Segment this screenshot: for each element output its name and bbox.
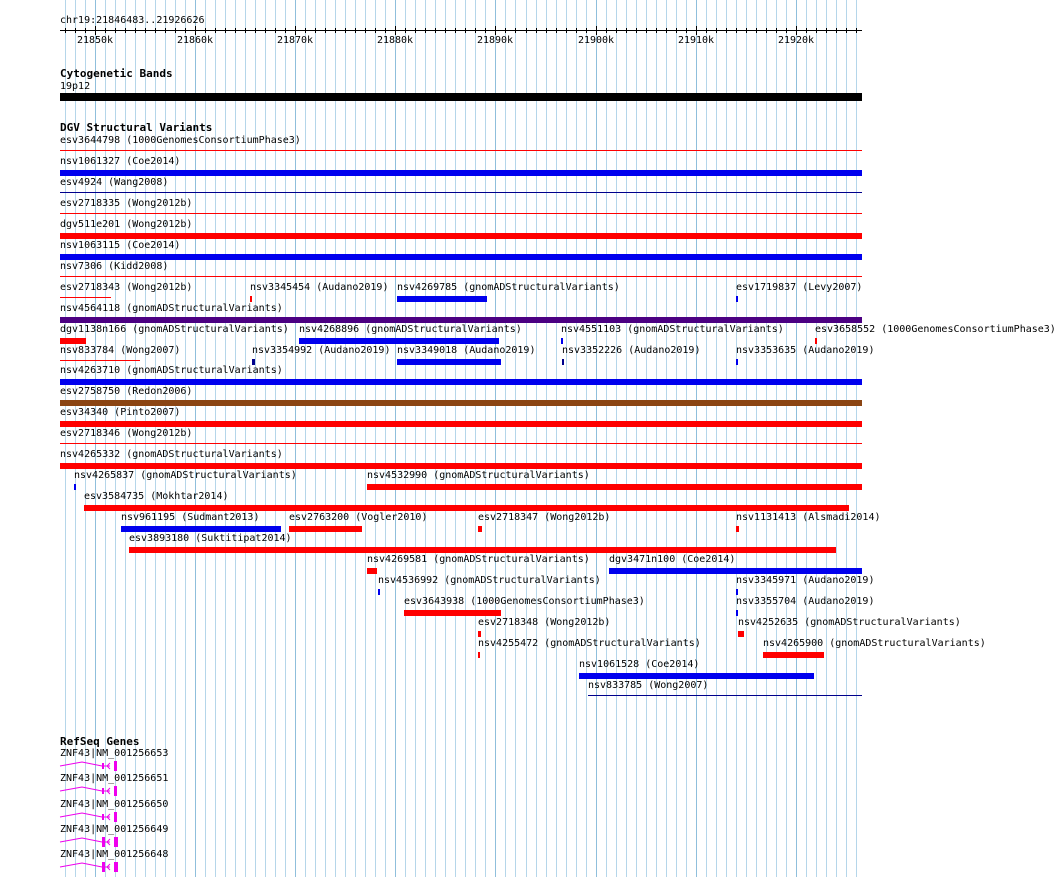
ruler-tick xyxy=(155,28,156,33)
grid-line xyxy=(455,0,456,877)
grid-line xyxy=(666,0,667,877)
variant-label[interactable]: nsv4532990 (gnomADStructuralVariants) xyxy=(367,470,590,482)
grid-line xyxy=(596,0,597,877)
variant-label[interactable]: nsv4255472 (gnomADStructuralVariants) xyxy=(478,637,701,649)
ruler-axis xyxy=(60,30,862,31)
grid-line xyxy=(696,0,697,877)
grid-line xyxy=(495,0,496,877)
variant-bar[interactable] xyxy=(60,213,862,214)
variant-bar[interactable] xyxy=(60,297,111,298)
variant-label[interactable]: nsv4551103 (gnomADStructuralVariants) xyxy=(561,323,784,335)
ruler-tick xyxy=(566,28,567,33)
ruler-tick xyxy=(385,28,386,33)
ruler-tick xyxy=(856,28,857,33)
grid-line xyxy=(375,0,376,877)
track-title-refseq[interactable]: RefSeq Genes xyxy=(60,735,140,748)
variant-label[interactable]: nsv1131413 (Alsmadi2014) xyxy=(736,512,881,524)
ruler-tick xyxy=(455,28,456,33)
grid-line xyxy=(686,0,687,877)
ruler-range: chr19:21846483..21926626 xyxy=(60,15,205,26)
variant-label[interactable]: esv2758750 (Redon2006) xyxy=(60,386,193,398)
grid-line xyxy=(345,0,346,877)
ruler-tick xyxy=(836,28,837,33)
grid-line xyxy=(475,0,476,877)
ruler-tick xyxy=(596,26,597,35)
gene-label[interactable]: ZNF43|NM_001256648 xyxy=(60,849,169,861)
variant-bar[interactable] xyxy=(289,526,362,532)
variant-label[interactable]: nsv961195 (Sudmant2013) xyxy=(121,512,260,524)
ruler-tick xyxy=(285,28,286,33)
ruler-tick xyxy=(445,28,446,33)
gene-label[interactable]: ZNF43|NM_001256649 xyxy=(60,823,169,835)
variant-label[interactable]: esv3584735 (Mokhtar2014) xyxy=(84,491,229,503)
grid-line xyxy=(385,0,386,877)
grid-line xyxy=(796,0,797,877)
ruler-tick xyxy=(505,28,506,33)
grid-line xyxy=(566,0,567,877)
variant-bar[interactable] xyxy=(84,505,849,511)
variant-bar[interactable] xyxy=(60,400,862,406)
ruler-tick xyxy=(556,28,557,33)
ruler-tick xyxy=(105,28,106,33)
ruler-tick xyxy=(85,28,86,33)
variant-bar[interactable] xyxy=(579,673,814,679)
ruler-tick xyxy=(255,28,256,33)
ruler-tick xyxy=(65,28,66,33)
variant-label[interactable]: esv2718348 (Wong2012b) xyxy=(478,616,611,628)
ruler-tick-label: 21900k xyxy=(577,35,615,46)
ruler-tick xyxy=(435,28,436,33)
variant-label[interactable]: nsv3353635 (Audano2019) xyxy=(736,344,875,356)
variant-label[interactable]: nsv4269785 (gnomADStructuralVariants) xyxy=(397,281,620,293)
grid-line xyxy=(465,0,466,877)
ruler-tick xyxy=(726,28,727,33)
track-title-dgv[interactable]: DGV Structural Variants xyxy=(60,121,213,134)
ruler-tick xyxy=(215,28,216,33)
grid-line xyxy=(816,0,817,877)
variant-bar[interactable] xyxy=(299,338,499,344)
gene-label[interactable]: ZNF43|NM_001256651 xyxy=(60,773,169,785)
variant-bar[interactable] xyxy=(763,652,824,658)
grid-line xyxy=(616,0,617,877)
variant-bar[interactable] xyxy=(397,359,501,365)
variant-label[interactable]: nsv4265900 (gnomADStructuralVariants) xyxy=(763,637,986,649)
grid-line xyxy=(526,0,527,877)
grid-line xyxy=(355,0,356,877)
grid-line xyxy=(646,0,647,877)
variant-bar[interactable] xyxy=(609,568,862,574)
grid-line xyxy=(626,0,627,877)
cytoband-label: 19p12 xyxy=(60,81,91,92)
grid-line xyxy=(235,0,236,877)
ruler-tick xyxy=(515,28,516,33)
ruler-tick xyxy=(165,28,166,33)
variant-bar[interactable] xyxy=(815,338,817,344)
variant-bar[interactable] xyxy=(60,421,862,427)
variant-bar[interactable] xyxy=(60,379,862,385)
grid-line xyxy=(485,0,486,877)
grid-line xyxy=(576,0,577,877)
ruler-tick xyxy=(175,28,176,33)
variant-bar[interactable] xyxy=(378,589,380,595)
grid-line xyxy=(365,0,366,877)
variant-bar[interactable] xyxy=(736,359,738,365)
grid-line xyxy=(726,0,727,877)
cytoband-bar[interactable] xyxy=(60,93,862,101)
ruler-tick xyxy=(806,28,807,33)
ruler-tick xyxy=(365,28,366,33)
grid-line xyxy=(315,0,316,877)
ruler-tick xyxy=(315,28,316,33)
variant-bar[interactable] xyxy=(60,463,862,469)
grid-line xyxy=(265,0,266,877)
grid-line xyxy=(766,0,767,877)
ruler-tick-label: 21870k xyxy=(276,35,314,46)
ruler-tick xyxy=(135,28,136,33)
ruler-tick-label: 21920k xyxy=(777,35,815,46)
ruler-tick xyxy=(756,28,757,33)
track-title-cytoband[interactable]: Cytogenetic Bands xyxy=(60,67,173,80)
ruler-tick xyxy=(305,28,306,33)
ruler-tick xyxy=(415,28,416,33)
ruler-tick xyxy=(716,28,717,33)
grid-line xyxy=(245,0,246,877)
ruler-tick xyxy=(586,28,587,33)
grid-line xyxy=(636,0,637,877)
grid-line xyxy=(325,0,326,877)
variant-bar[interactable] xyxy=(129,547,836,553)
grid-line xyxy=(806,0,807,877)
variant-label[interactable]: dgv3471n100 (Coe2014) xyxy=(609,554,736,565)
variant-label[interactable]: esv2718347 (Wong2012b) xyxy=(478,512,611,524)
grid-line xyxy=(536,0,537,877)
grid-line xyxy=(395,0,396,877)
grid-line xyxy=(225,0,226,877)
variant-label[interactable]: esv34340 (Pinto2007) xyxy=(60,407,181,419)
grid-line xyxy=(285,0,286,877)
variant-bar[interactable] xyxy=(60,338,86,344)
gene-model-icon[interactable] xyxy=(60,782,120,796)
grid-line xyxy=(255,0,256,877)
grid-line xyxy=(746,0,747,877)
ruler-tick xyxy=(205,28,206,33)
gene-model-icon[interactable] xyxy=(60,833,120,847)
grid-line xyxy=(776,0,777,877)
variant-label[interactable]: nsv3354992 (Audano2019) xyxy=(252,344,391,356)
ruler-tick xyxy=(195,26,196,35)
variant-bar[interactable] xyxy=(736,589,738,595)
variant-bar[interactable] xyxy=(367,568,377,574)
grid-line xyxy=(836,0,837,877)
variant-label[interactable]: nsv4564118 (gnomADStructuralVariants) xyxy=(60,302,283,314)
grid-line xyxy=(826,0,827,877)
ruler-tick xyxy=(425,28,426,33)
grid-line xyxy=(435,0,436,877)
variant-bar[interactable] xyxy=(252,359,255,365)
variant-bar[interactable] xyxy=(397,296,487,302)
ruler-tick xyxy=(546,28,547,33)
variant-bar[interactable] xyxy=(60,317,862,323)
ruler-tick xyxy=(95,26,96,35)
ruler-tick-label: 21910k xyxy=(677,35,715,46)
variant-label[interactable]: esv2763200 (Vogler2010) xyxy=(289,512,428,524)
variant-label[interactable]: nsv4252635 (gnomADStructuralVariants) xyxy=(738,616,961,628)
variant-label[interactable]: esv3644798 (1000GenomesConsortiumPhase3) xyxy=(60,135,301,146)
ruler-tick xyxy=(245,28,246,33)
gene-label[interactable]: ZNF43|NM_001256653 xyxy=(60,748,169,759)
ruler-tick xyxy=(335,28,336,33)
ruler-tick xyxy=(606,28,607,33)
grid-line xyxy=(295,0,296,877)
variant-label[interactable]: esv2718343 (Wong2012b) xyxy=(60,281,193,293)
variant-label[interactable]: nsv833784 (Wong2007) xyxy=(60,344,181,356)
variant-bar[interactable] xyxy=(738,631,744,637)
ruler-tick xyxy=(676,28,677,33)
gene-model-icon[interactable] xyxy=(60,808,120,822)
gene-model-icon[interactable] xyxy=(60,757,120,771)
variant-label[interactable]: esv3643938 (1000GenomesConsortiumPhase3) xyxy=(404,595,645,607)
variant-bar[interactable] xyxy=(478,652,480,658)
variant-bar[interactable] xyxy=(60,276,862,277)
variant-bar[interactable] xyxy=(121,526,281,532)
ruler-tick xyxy=(265,28,266,33)
ruler-tick xyxy=(576,28,577,33)
ruler-tick-label: 21890k xyxy=(476,35,514,46)
ruler-tick xyxy=(355,28,356,33)
variant-label[interactable]: dgv511e201 (Wong2012b) xyxy=(60,218,193,230)
ruler-tick xyxy=(646,28,647,33)
grid-line xyxy=(546,0,547,877)
variant-bar[interactable] xyxy=(736,610,738,616)
variant-label[interactable]: nsv833785 (Wong2007) xyxy=(588,679,709,691)
variant-bar[interactable] xyxy=(60,360,140,361)
variant-bar[interactable] xyxy=(367,484,862,490)
variant-label[interactable]: nsv3345971 (Audano2019) xyxy=(736,574,875,586)
ruler-tick xyxy=(786,28,787,33)
grid-line xyxy=(405,0,406,877)
grid-line xyxy=(425,0,426,877)
ruler-tick xyxy=(626,28,627,33)
ruler-tick xyxy=(846,28,847,33)
ruler-tick xyxy=(776,28,777,33)
ruler-tick xyxy=(826,28,827,33)
grid-line xyxy=(676,0,677,877)
ruler-tick xyxy=(706,28,707,33)
variant-label[interactable]: esv2718346 (Wong2012b) xyxy=(60,428,193,440)
variant-label[interactable]: nsv3345454 (Audano2019) xyxy=(250,281,389,293)
ruler-tick xyxy=(766,28,767,33)
variant-label[interactable]: nsv4265332 (gnomADStructuralVariants) xyxy=(60,449,283,461)
grid-line xyxy=(736,0,737,877)
grid-line xyxy=(515,0,516,877)
variant-bar[interactable] xyxy=(736,296,738,302)
grid-line xyxy=(846,0,847,877)
ruler-tick xyxy=(375,28,376,33)
ruler-tick xyxy=(275,28,276,33)
grid-line xyxy=(445,0,446,877)
variant-bar[interactable] xyxy=(250,296,252,302)
ruler-tick xyxy=(495,26,496,35)
variant-bar[interactable] xyxy=(60,443,862,444)
variant-bar[interactable] xyxy=(60,254,862,260)
variant-bar[interactable] xyxy=(478,526,482,532)
variant-label[interactable]: esv1719837 (Levy2007) xyxy=(736,281,863,293)
variant-label[interactable]: esv2718335 (Wong2012b) xyxy=(60,197,193,209)
grid-line xyxy=(215,0,216,877)
variant-bar[interactable] xyxy=(562,359,564,365)
variant-bar[interactable] xyxy=(60,170,862,176)
grid-line xyxy=(556,0,557,877)
ruler-tick xyxy=(616,28,617,33)
variant-label[interactable]: esv3658552 (1000GenomesConsortiumPhase3) xyxy=(815,323,1056,335)
variant-bar[interactable] xyxy=(60,150,862,151)
ruler-tick xyxy=(75,28,76,33)
variant-bar[interactable] xyxy=(736,526,739,532)
ruler-tick xyxy=(235,28,236,33)
grid-line xyxy=(706,0,707,877)
variant-label[interactable]: nsv1061327 (Coe2014) xyxy=(60,155,181,167)
ruler-tick-label: 21880k xyxy=(376,35,414,46)
variant-label[interactable]: esv4924 (Wang2008) xyxy=(60,176,169,188)
gene-model-icon[interactable] xyxy=(60,858,120,872)
grid-line xyxy=(586,0,587,877)
variant-label[interactable]: nsv3352226 (Audano2019) xyxy=(562,344,701,356)
variant-label[interactable]: nsv4268896 (gnomADStructuralVariants) xyxy=(299,323,522,335)
variant-label[interactable]: nsv3349018 (Audano2019) xyxy=(397,344,536,356)
variant-label[interactable]: esv3893180 (Suktitipat2014) xyxy=(129,533,292,545)
variant-label[interactable]: nsv1061528 (Coe2014) xyxy=(579,658,700,670)
ruler-tick xyxy=(295,26,296,35)
ruler-tick xyxy=(225,28,226,33)
grid-line xyxy=(275,0,276,877)
ruler-tick xyxy=(465,28,466,33)
ruler-tick xyxy=(526,28,527,33)
grid-line xyxy=(656,0,657,877)
grid-line xyxy=(786,0,787,877)
variant-bar[interactable] xyxy=(478,631,481,637)
ruler-tick xyxy=(185,28,186,33)
ruler-tick xyxy=(696,26,697,35)
grid-line xyxy=(305,0,306,877)
variant-label[interactable]: nsv4263710 (gnomADStructuralVariants) xyxy=(60,365,283,377)
ruler-tick xyxy=(536,28,537,33)
variant-bar[interactable] xyxy=(404,610,501,616)
grid-line xyxy=(756,0,757,877)
ruler-tick-label: 21860k xyxy=(176,35,214,46)
ruler-tick xyxy=(796,26,797,35)
ruler-tick xyxy=(125,28,126,33)
variant-label[interactable]: nsv3355704 (Audano2019) xyxy=(736,595,875,607)
ruler-tick xyxy=(656,28,657,33)
grid-line xyxy=(856,0,857,877)
ruler-tick xyxy=(666,28,667,33)
variant-label[interactable]: nsv1063115 (Coe2014) xyxy=(60,239,181,251)
variant-label[interactable]: nsv4536992 (gnomADStructuralVariants) xyxy=(378,574,601,586)
variant-bar[interactable] xyxy=(60,192,862,193)
variant-bar[interactable] xyxy=(74,484,76,490)
variant-label[interactable]: nsv4269581 (gnomADStructuralVariants) xyxy=(367,554,590,565)
ruler-tick xyxy=(345,28,346,33)
ruler-tick xyxy=(686,28,687,33)
ruler-tick xyxy=(395,26,396,35)
variant-label[interactable]: dgv1138n166 (gnomADStructuralVariants) xyxy=(60,323,289,335)
ruler-tick xyxy=(736,28,737,33)
grid-line xyxy=(415,0,416,877)
variant-bar[interactable] xyxy=(588,695,862,696)
variant-label[interactable]: nsv4265837 (gnomADStructuralVariants) xyxy=(74,470,297,482)
ruler-tick xyxy=(485,28,486,33)
grid-line xyxy=(606,0,607,877)
variant-bar[interactable] xyxy=(561,338,563,344)
grid-line xyxy=(505,0,506,877)
ruler-tick xyxy=(325,28,326,33)
ruler-tick xyxy=(475,28,476,33)
variant-bar[interactable] xyxy=(60,233,862,239)
gene-label[interactable]: ZNF43|NM_001256650 xyxy=(60,798,169,810)
ruler-tick xyxy=(636,28,637,33)
ruler-tick xyxy=(816,28,817,33)
ruler-tick xyxy=(405,28,406,33)
ruler-tick xyxy=(115,28,116,33)
ruler-tick xyxy=(145,28,146,33)
grid-line xyxy=(335,0,336,877)
ruler-tick xyxy=(746,28,747,33)
grid-line xyxy=(716,0,717,877)
variant-label[interactable]: nsv7306 (Kidd2008) xyxy=(60,260,169,272)
ruler-tick-label: 21850k xyxy=(76,35,114,46)
